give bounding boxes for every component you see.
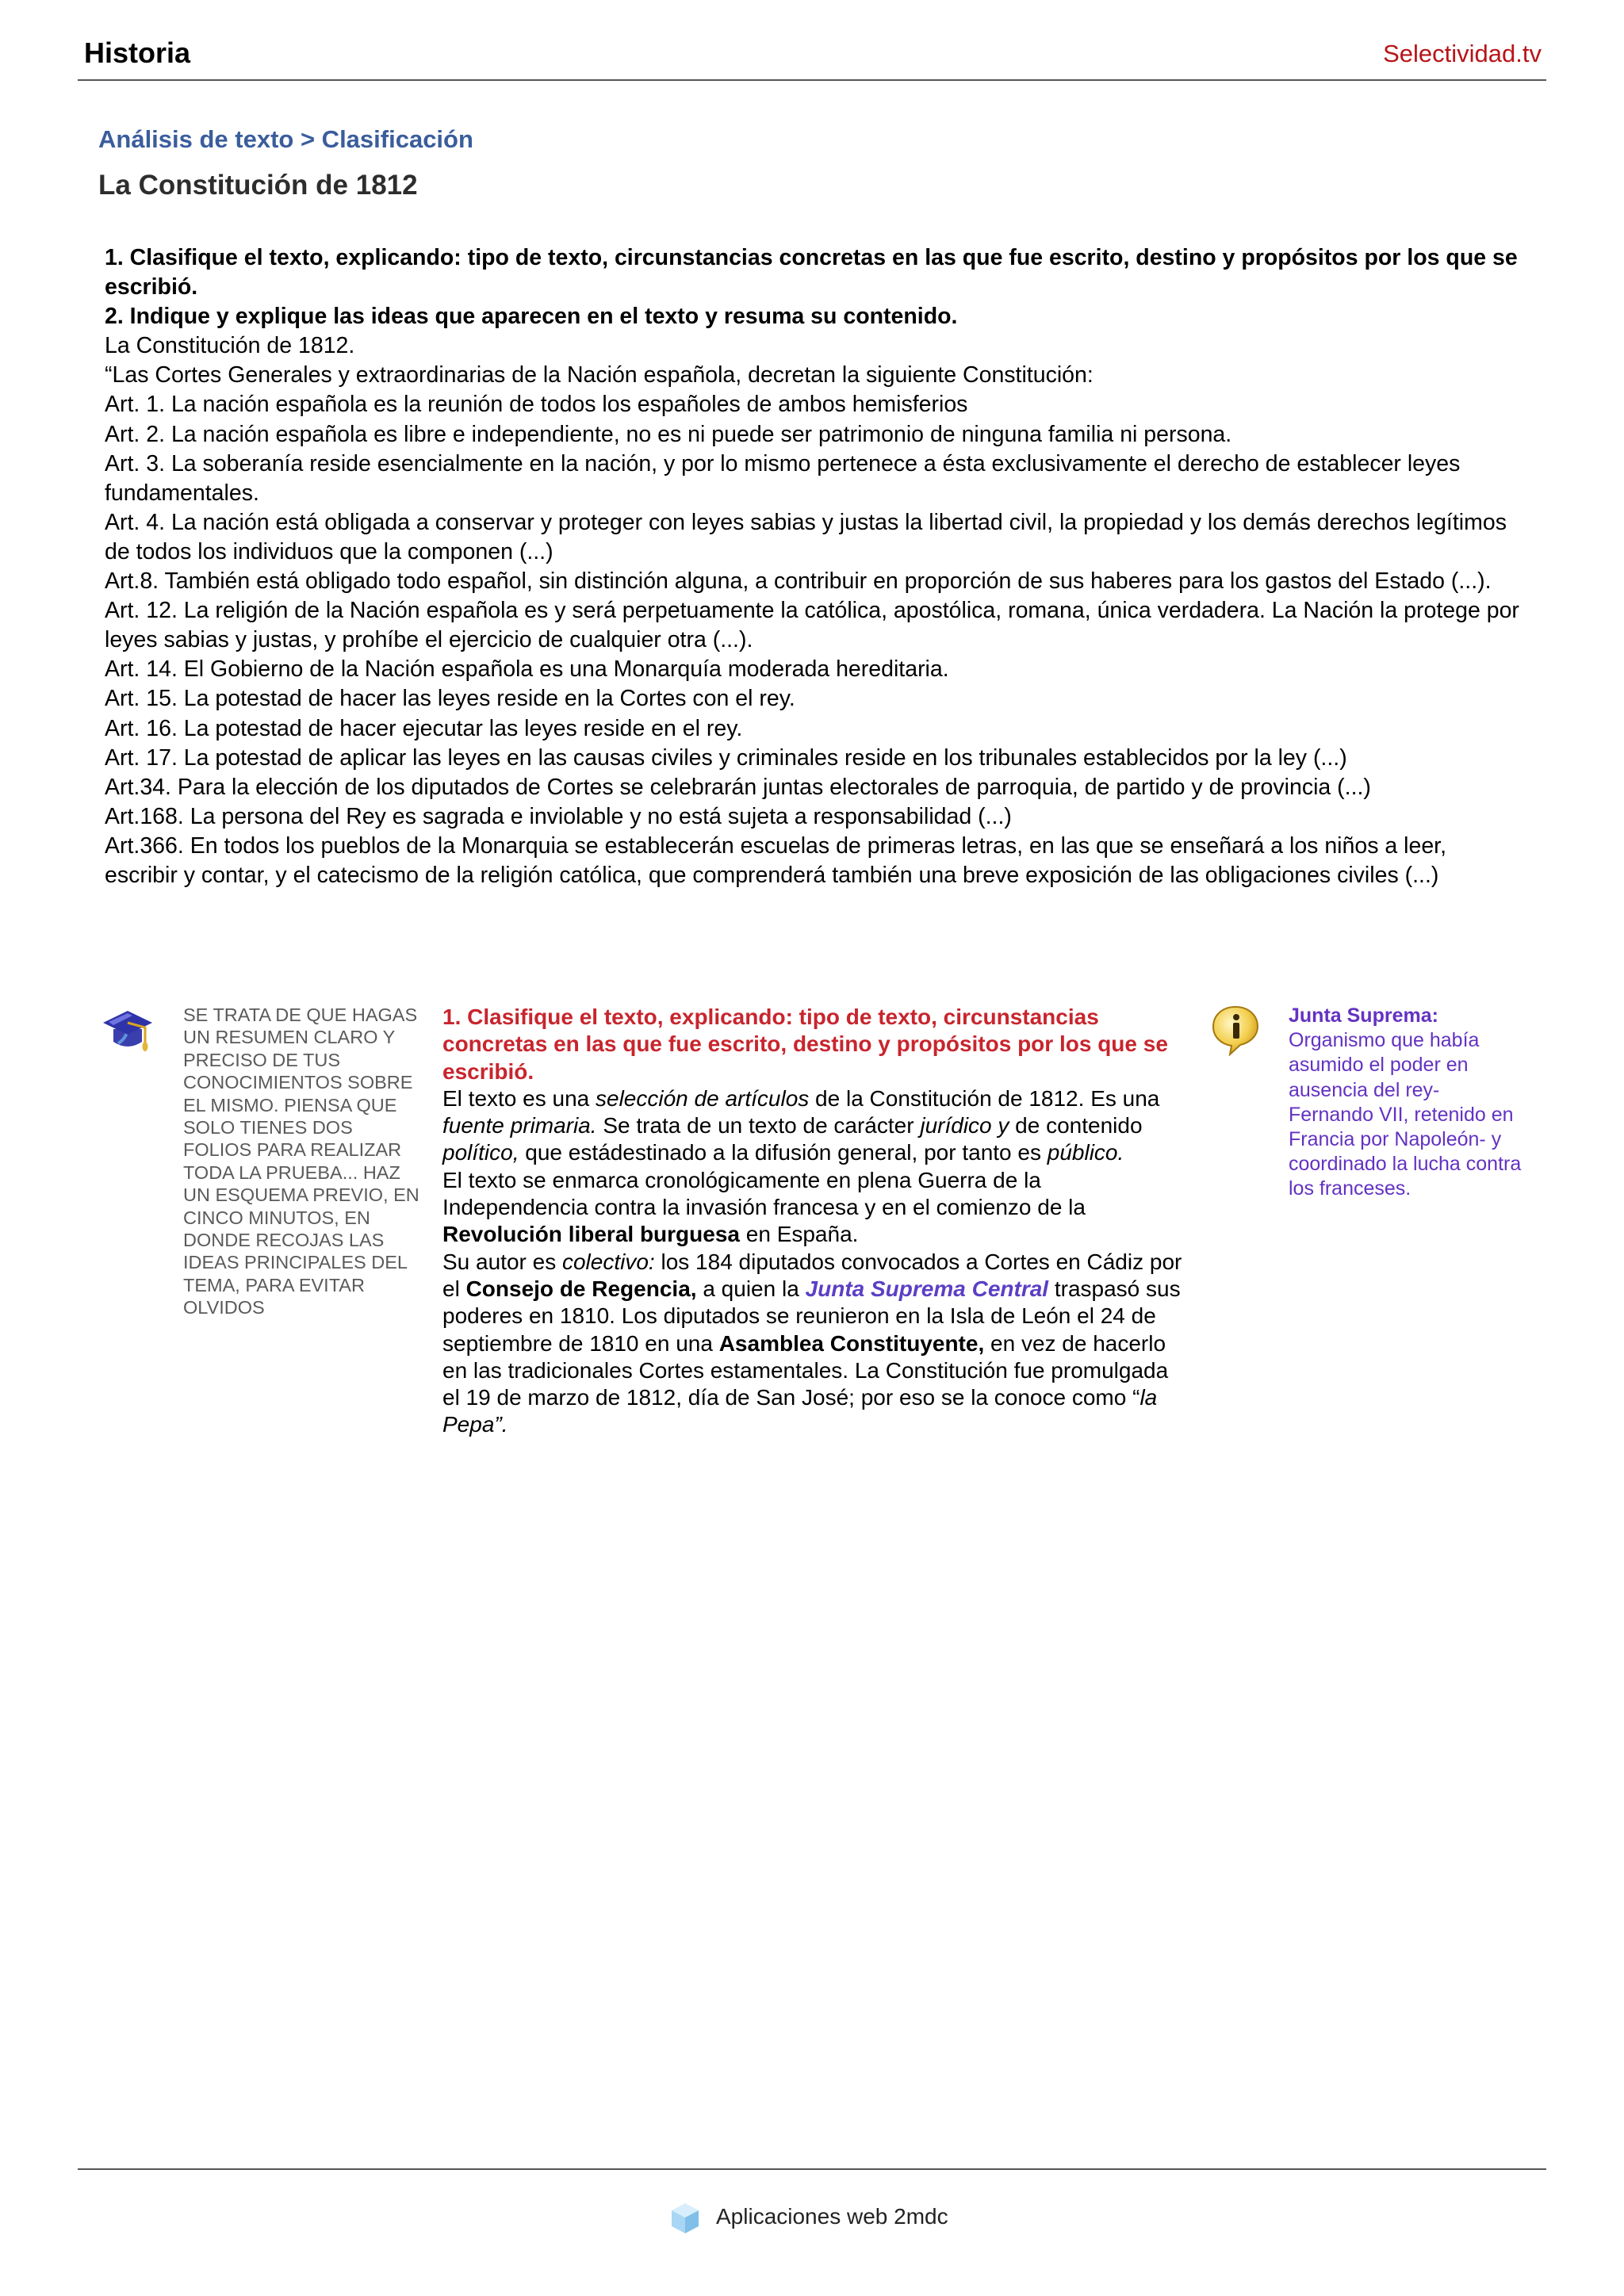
article-366: Art.366. En todos los pueblos de la Monarquia se establecerán escuelas de primeras letras, en las que se enseñará a los niños a leer, escribir y contar, y el catecismo de la religión católica, que comprenderá también una breve exposición de las obligaciones civiles (...) xyxy=(105,832,1447,888)
answer-question-heading: 1. Clasifique el texto, explicando: tipo de texto, circunstancias concretas en las que fue escrito, destino y propósitos por los que se escribió. xyxy=(442,1004,1168,1084)
glossary-term: Junta Suprema: xyxy=(1289,1004,1438,1027)
text-run: Se trata de un texto de carácter xyxy=(596,1113,921,1138)
article-4: Art. 4. La nación está obligada a conservar y proteger con leyes sabias y justas la libertad civil, la propiedad y los demás derechos legítimos de todos los individuos que la componen (...) xyxy=(105,509,1507,564)
text-run: El texto se enmarca cronológicamente en plena Guerra de la Independencia contra la invasión francesa y en el comienzo de la xyxy=(442,1167,1086,1220)
text-run: en España. xyxy=(739,1222,859,1247)
header-divider xyxy=(78,79,1546,81)
answer-paragraph-context xyxy=(442,1167,1188,1249)
source-heading: La Constitución de 1812. xyxy=(105,333,355,359)
text-run: traspasó sus poderes en 1810. Los diputados se reunieron en la Isla de León el 24 de septiembre de 1810 en una xyxy=(442,1276,1181,1356)
footer-label: Aplicaciones web 2mdc xyxy=(716,2204,948,2229)
article-1: Art. 1. La nación española es la reunión de todos los españoles de ambos hemisferios xyxy=(105,392,968,418)
info-icon xyxy=(1211,1004,1260,1056)
answer-paragraph-author xyxy=(442,1249,1188,1439)
source-intro: “Las Cortes Generales y extraordinarias de la Nación española, decretan la siguiente Constitución: xyxy=(105,362,1094,388)
glossary-definition: Organismo que había asumido el poder en ausencia del rey- Fernando VII, retenido en Francia por Napoleón- y coordinado la lucha contra los franceses. xyxy=(1289,1029,1522,1200)
article-17: Art. 17. La potestad de aplicar las leyes en las causas civiles y criminales reside en los tribunales establecidos por la ley (...) xyxy=(105,744,1347,771)
text-run: Su autor es xyxy=(442,1249,562,1274)
text-run: que estádestinado a la difusión general, por tanto es xyxy=(519,1140,1048,1165)
emphasis: público. xyxy=(1047,1140,1124,1165)
emphasis: colectivo: xyxy=(561,1249,655,1274)
article-14: Art. 14. El Gobierno de la Nación española es una Monarquía moderada hereditaria. xyxy=(105,656,949,683)
glossary-link[interactable]: Junta Suprema Central xyxy=(805,1276,1049,1301)
text-run: de la Constitución de 1812. Es una xyxy=(809,1085,1160,1111)
bold-term: Consejo de Regencia, xyxy=(465,1276,697,1301)
study-tip: SE TRATA DE QUE HAGAS UN RESUMEN CLARO Y PRECISO DE TUS CONOCIMIENTOS SOBRE EL MISMO. PIENSA QUE SOLO TIENES DOS FOLIOS PARA REALIZAR TODA LA PRUEBA... HAZ UN ESQUEMA PREVIO, EN CINCO MINUTOS, EN DONDE RECOJAS LAS IDEAS PRINCIPALES DEL TEMA, PARA EVITAR OLVIDOS xyxy=(183,1004,419,1318)
subject-title: Historia xyxy=(84,36,191,69)
cube-logo-icon xyxy=(669,2202,701,2235)
emphasis: la Pepa”. xyxy=(442,1385,1158,1437)
graduation-cap-icon xyxy=(101,1005,155,1061)
emphasis: político, xyxy=(442,1140,519,1165)
question-2: 2. Indique y explique las ideas que aparecen en el texto y resuma su contenido. xyxy=(105,304,958,330)
text-run: a quien la xyxy=(696,1276,806,1301)
bold-term: Revolución liberal burguesa xyxy=(442,1222,740,1247)
article-16: Art. 16. La potestad de hacer ejecutar las leyes reside en el rey. xyxy=(105,715,743,741)
article-168: Art.168. La persona del Rey es sagrada e inviolable y no está sujeta a responsabilidad (...) xyxy=(105,803,1012,829)
article-34: Art.34. Para la elección de los diputados de Cortes se celebrarán juntas electorales de parroquia, de partido y de provincia (...) xyxy=(105,774,1371,800)
emphasis: fuente primaria. xyxy=(442,1113,597,1138)
emphasis: jurídico y xyxy=(920,1113,1009,1138)
text-run: en vez de hacerlo en las tradicionales Cortes estamentales. La Constitución fue promulgada el 19 de marzo de 1812, día de San José; por eso se la conoce como “ xyxy=(442,1330,1169,1410)
question-1: 1. Clasifique el texto, explicando: tipo de texto, circunstancias concretas en las que fue escrito, destino y propósitos por los que se escribió. xyxy=(105,245,1518,300)
article-12: Art. 12. La religión de la Nación española es y será perpetuamente la católica, apostólica, romana, única verdadera. La Nación la protege por leyes sabias y justas, y prohíbe el ejercicio de cualquier otra (...). xyxy=(105,598,1519,653)
text-run: de contenido xyxy=(1009,1113,1143,1138)
article-8: Art.8. También está obligado todo español, sin distinción alguna, a contribuir en proporción de sus haberes para los gastos del Estado (...). xyxy=(105,568,1492,595)
site-name[interactable]: Selectividad.tv xyxy=(1383,40,1542,67)
breadcrumb: Análisis de texto > Clasificación xyxy=(98,125,473,153)
footer-divider xyxy=(78,2168,1546,2170)
emphasis: selección de artículos xyxy=(596,1085,810,1111)
glossary-note xyxy=(1289,1004,1526,1202)
article-3: Art. 3. La soberanía reside esencialmente en la nación, y por lo mismo pertenece a ésta exclusivamente el derecho de establecer leyes fundamentales. xyxy=(105,450,1461,506)
source-text-block xyxy=(105,243,1521,890)
article-15: Art. 15. La potestad de hacer las leyes reside en la Cortes con el rey. xyxy=(105,686,795,712)
bold-term: Asamblea Constituyente, xyxy=(718,1330,985,1356)
answer-paragraph-type xyxy=(442,1085,1188,1167)
article-2: Art. 2. La nación española es libre e independiente, no es ni puede ser patrimonio de ninguna familia ni persona. xyxy=(105,421,1232,447)
answer-block xyxy=(442,1004,1188,1439)
page-title: La Constitución de 1812 xyxy=(98,170,418,201)
text-run: los 184 diputados convocados a Cortes en Cádiz por el xyxy=(442,1249,1182,1301)
text-run: El texto es una xyxy=(442,1085,596,1111)
